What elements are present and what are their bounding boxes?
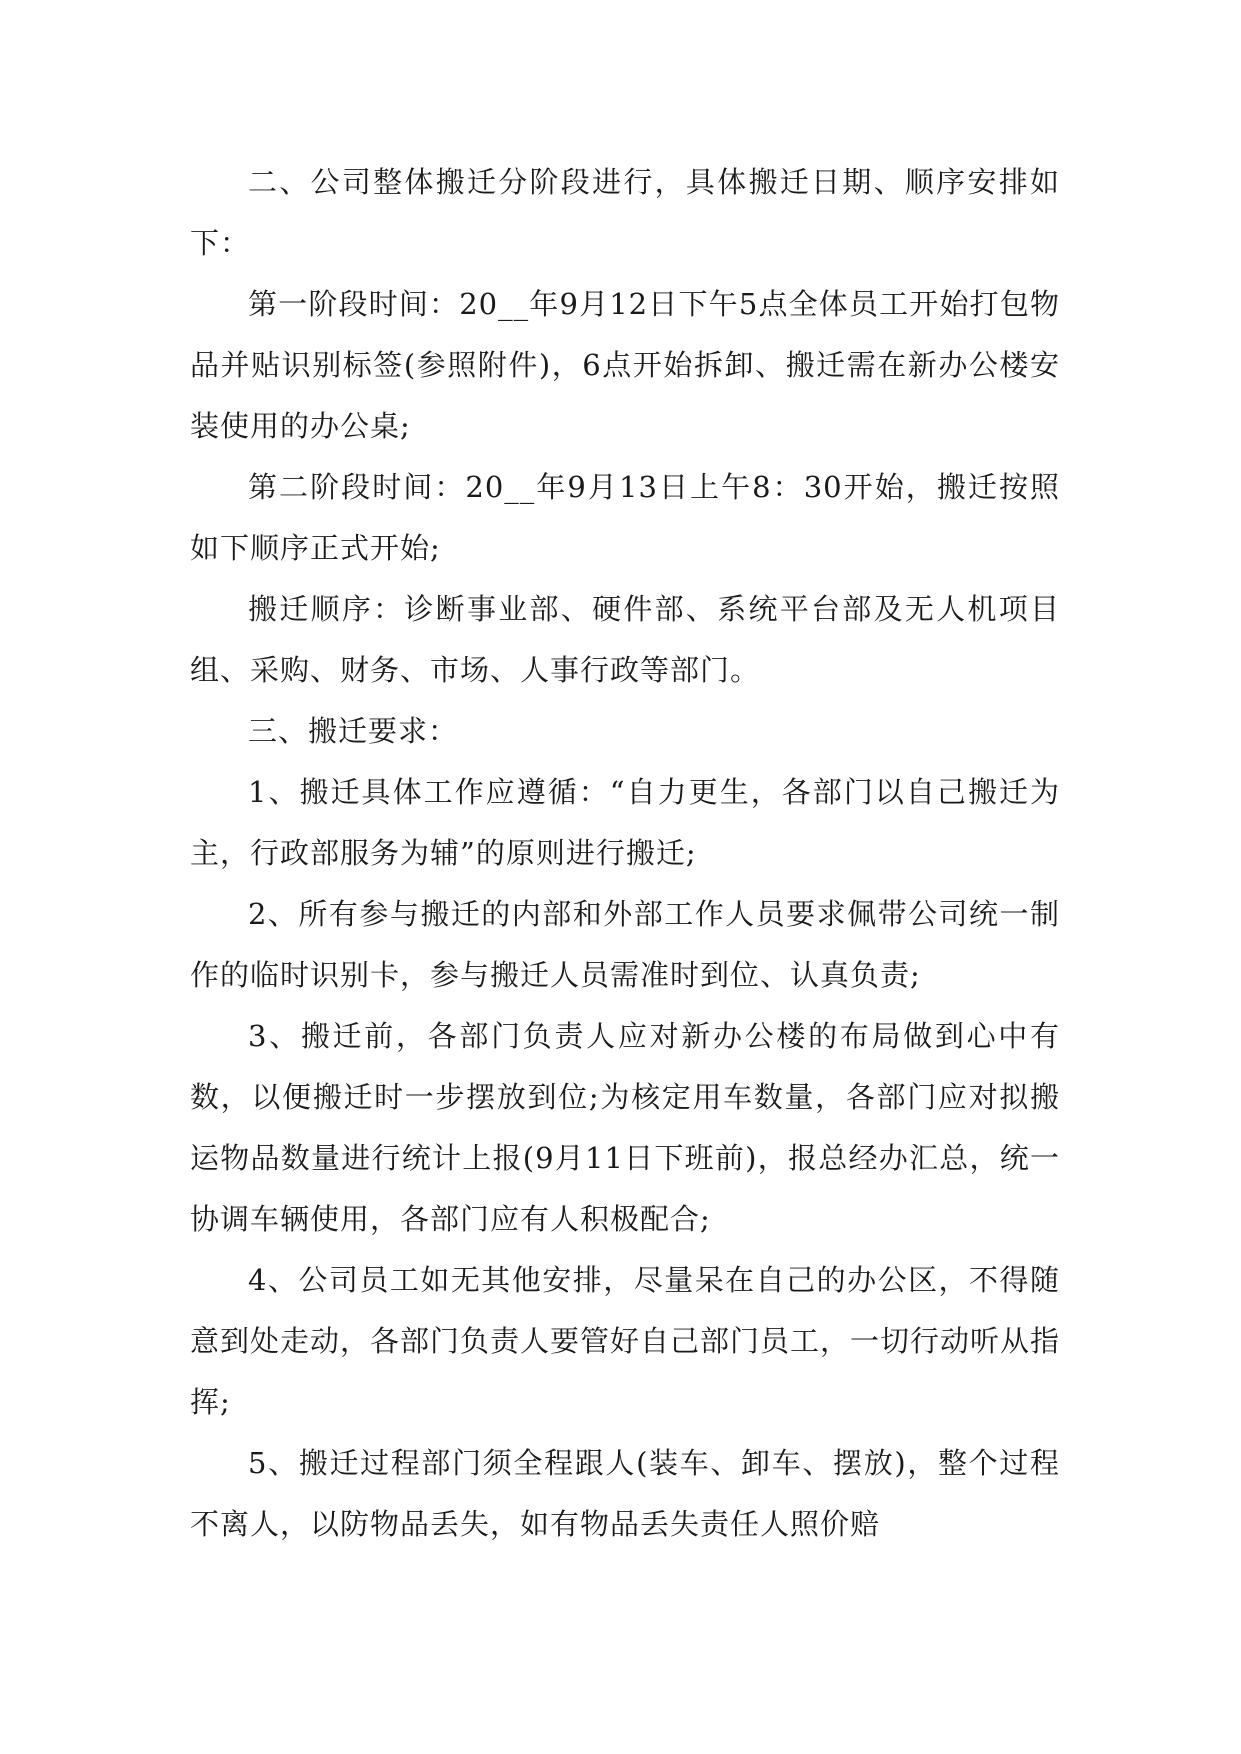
phase-one-paragraph: 第一阶段时间：20__年9月12日下午5点全体员工开始打包物品并贴识别标签(参照附件)，6点开始拆卸、搬迁需在新办公楼安装使用的办公桌; [190,287,1060,443]
relocation-order-paragraph: 搬迁顺序：诊断事业部、硬件部、系统平台部及无人机项目组、采购、财务、市场、人事行政等部门。 [190,592,1060,687]
section-three-heading: 三、搬迁要求： [248,714,459,748]
section-two-heading: 二、公司整体搬迁分阶段进行，具体搬迁日期、顺序安排如下： [190,165,1060,260]
requirement-5: 5、搬迁过程部门须全程跟人(装车、卸车、摆放)，整个过程不离人，以防物品丢失，如有物品丢失责任人照价赔 [190,1446,1060,1541]
requirement-3: 3、搬迁前，各部门负责人应对新办公楼的布局做到心中有数，以便搬迁时一步摆放到位;为核定用车数量，各部门应对拟搬运物品数量进行统计上报(9月11日下班前)，报总经办汇总，统一协调车辆使用，各部门应有人积极配合; [190,1019,1060,1236]
document-page [190,152,1060,1555]
requirement-1: 1、搬迁具体工作应遵循：“自力更生，各部门以自己搬迁为主，行政部服务为辅”的原则进行搬迁; [190,775,1060,870]
requirement-2: 2、所有参与搬迁的内部和外部工作人员要求佩带公司统一制作的临时识别卡，参与搬迁人员需准时到位、认真负责; [190,897,1060,992]
phase-two-paragraph: 第二阶段时间：20__年9月13日上午8：30开始，搬迁按照如下顺序正式开始; [190,470,1060,565]
requirement-4: 4、公司员工如无其他安排，尽量呆在自己的办公区，不得随意到处走动，各部门负责人要管好自己部门员工，一切行动听从指挥; [190,1263,1061,1419]
